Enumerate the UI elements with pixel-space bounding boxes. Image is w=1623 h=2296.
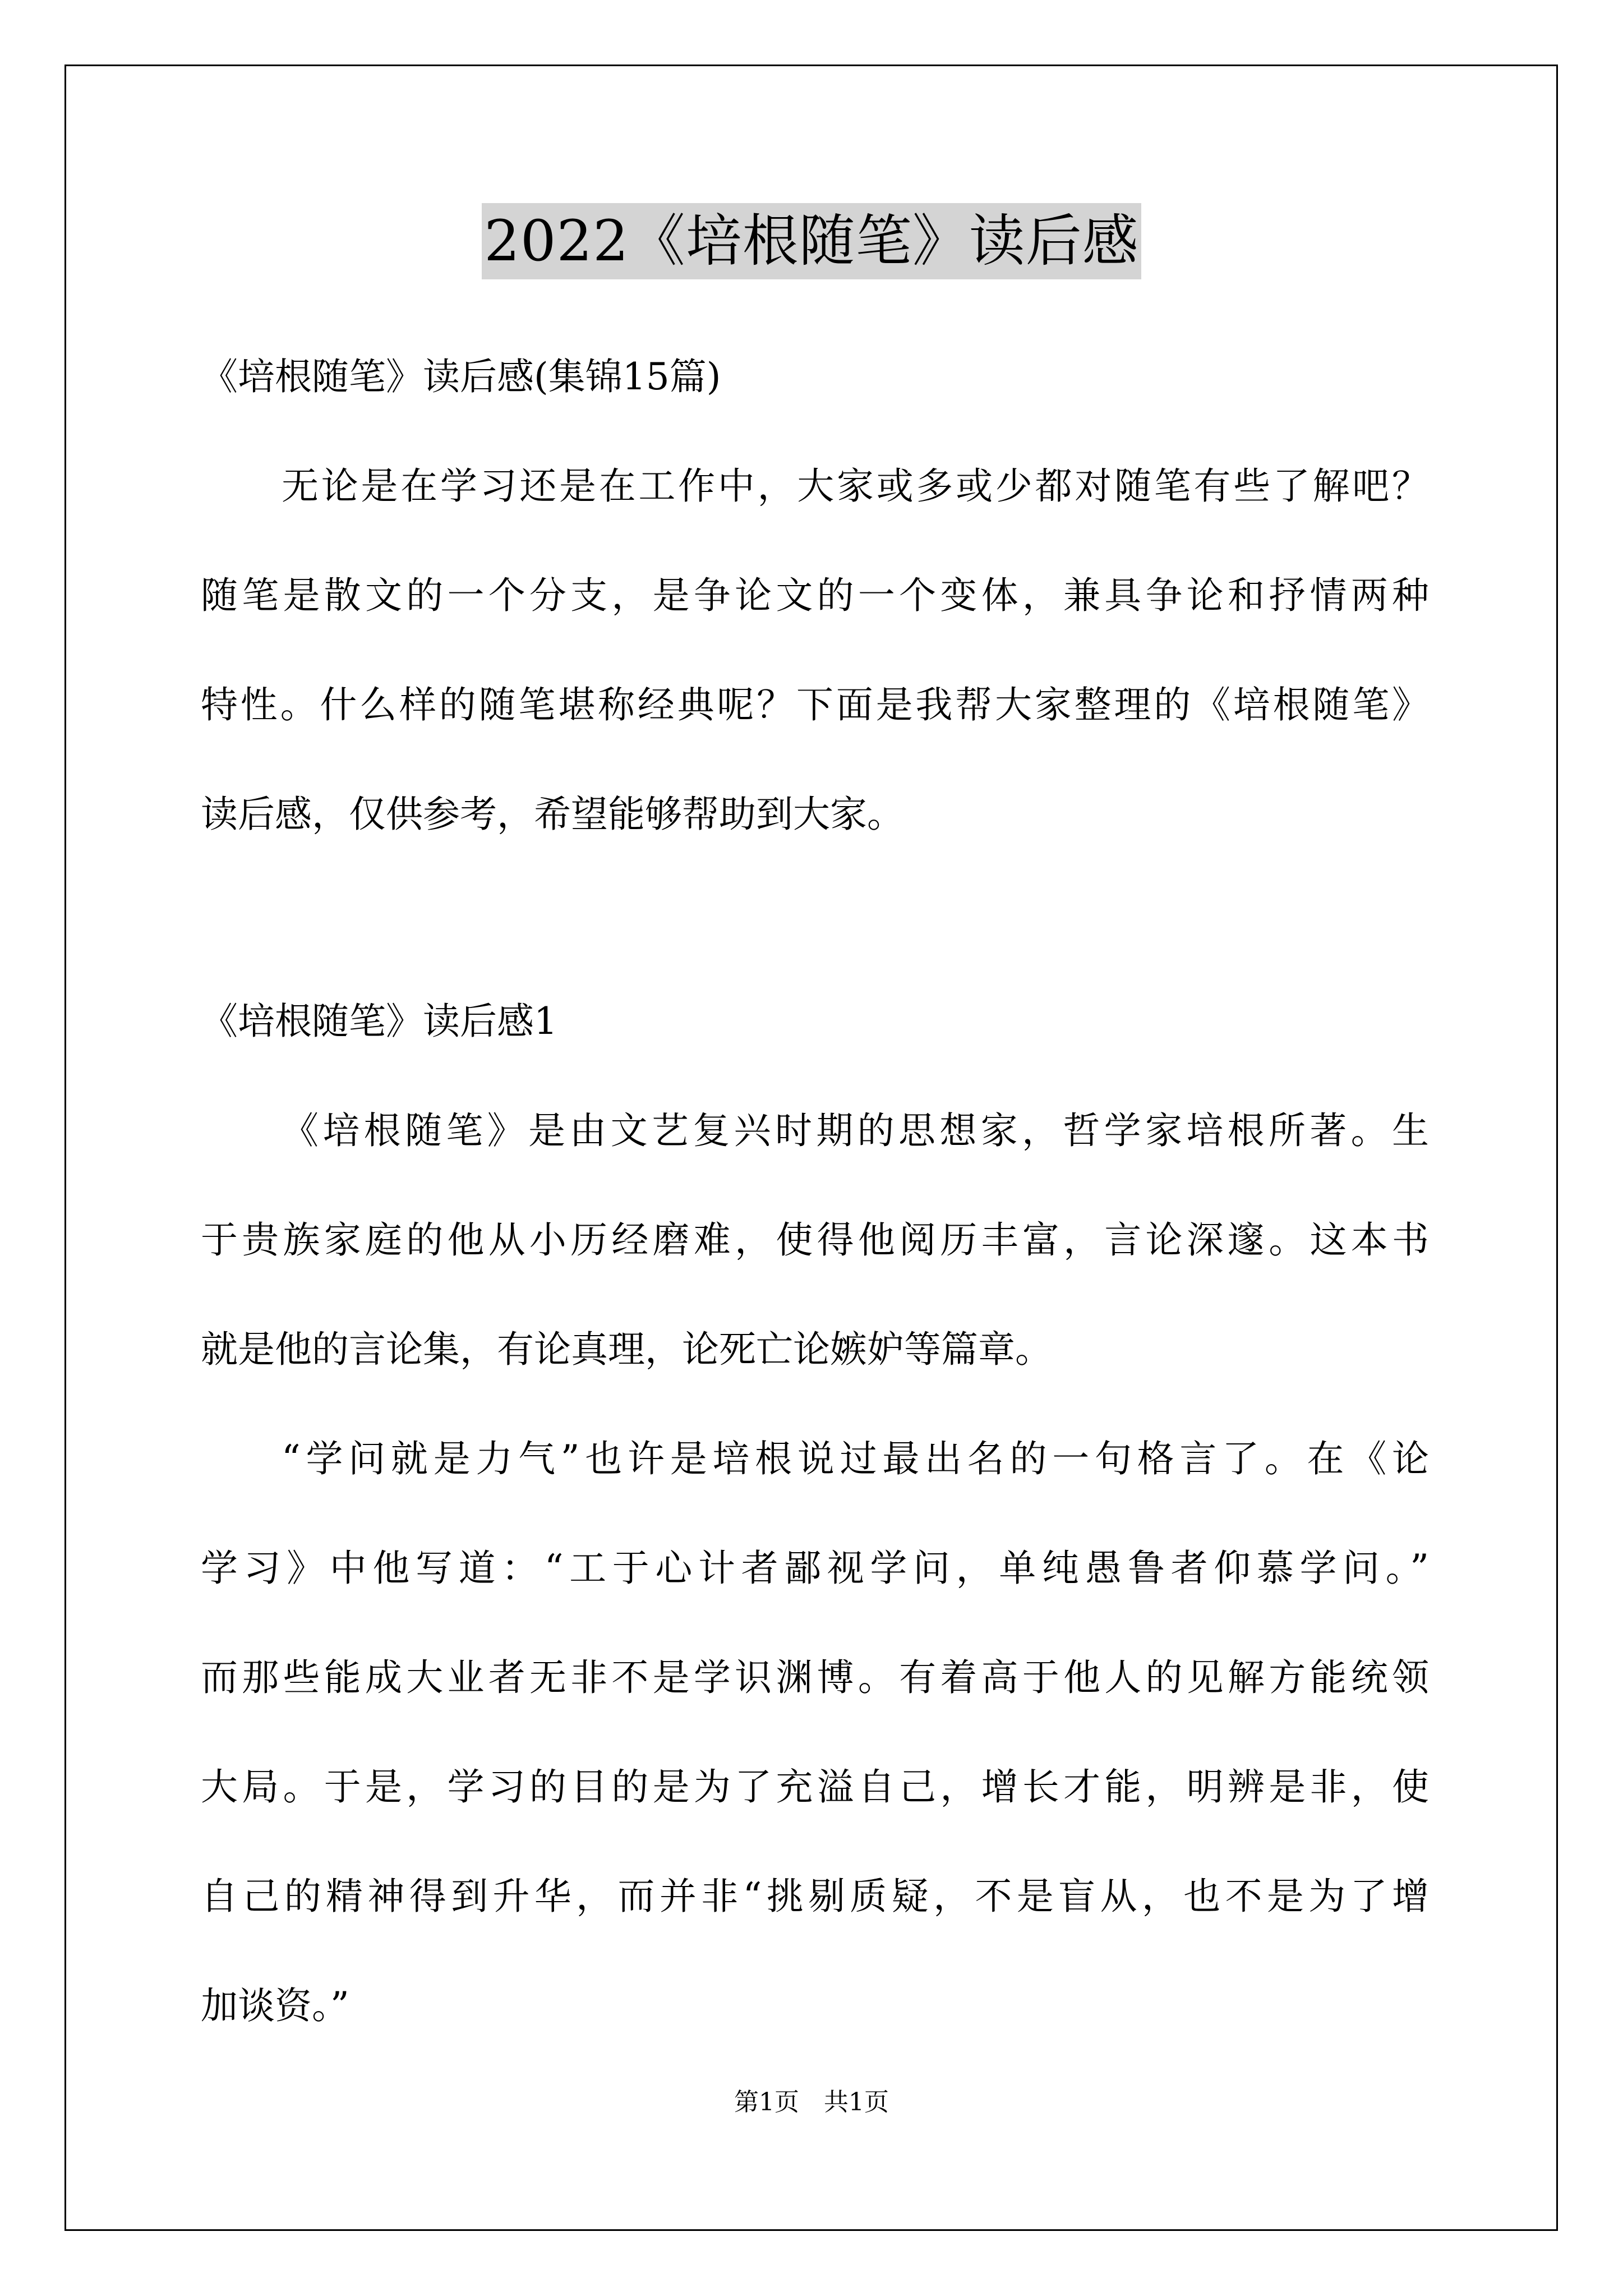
- paragraph-line: 大局。于是，学习的目的是为了充溢自己，增长才能，明辨是非，使: [201, 1765, 1429, 1809]
- intro-line: 读后感，仅供参考，希望能够帮助到大家。: [201, 793, 904, 836]
- paragraph-line: “学问就是力气”也许是培根说过最出名的一句格言了。在《论: [282, 1437, 1429, 1480]
- intro-line: 特性。什么样的随笔堪称经典呢？下面是我帮大家整理的《培根随笔》: [201, 683, 1429, 726]
- paragraph-line: 加谈资。”: [201, 1984, 349, 2027]
- title-container: [0, 203, 1623, 279]
- paragraph-line: 自己的精神得到升华，而并非“挑剔质疑，不是盲从，也不是为了增: [201, 1875, 1429, 1918]
- paragraph-line: 学习》中他写道：“工于心计者鄙视学问，单纯愚鲁者仰慕学问。”: [201, 1547, 1429, 1590]
- intro-line: 随笔是散文的一个分支，是争论文的一个变体，兼具争论和抒情两种: [201, 574, 1429, 617]
- paragraph-line: 而那些能成大业者无非不是学识渊博。有着高于他人的见解方能统领: [201, 1656, 1429, 1699]
- document-subtitle: 《培根随笔》读后感(集锦15篇): [201, 355, 721, 398]
- paragraph-line: 《培根随笔》是由文艺复兴时期的思想家，哲学家培根所著。生: [282, 1109, 1429, 1152]
- section-heading: 《培根随笔》读后感1: [201, 1000, 557, 1043]
- paragraph-line: 于贵族家庭的他从小历经磨难，使得他阅历丰富，言论深邃。这本书: [201, 1218, 1429, 1262]
- page-footer: 第1页 共1页: [734, 2088, 889, 2116]
- document-title[interactable]: 2022《培根随笔》读后感: [482, 203, 1141, 279]
- paragraph-line: 就是他的言论集，有论真理，论死亡论嫉妒等篇章。: [201, 1328, 1052, 1371]
- intro-line: 无论是在学习还是在工作中，大家或多或少都对随笔有些了解吧？: [282, 464, 1429, 508]
